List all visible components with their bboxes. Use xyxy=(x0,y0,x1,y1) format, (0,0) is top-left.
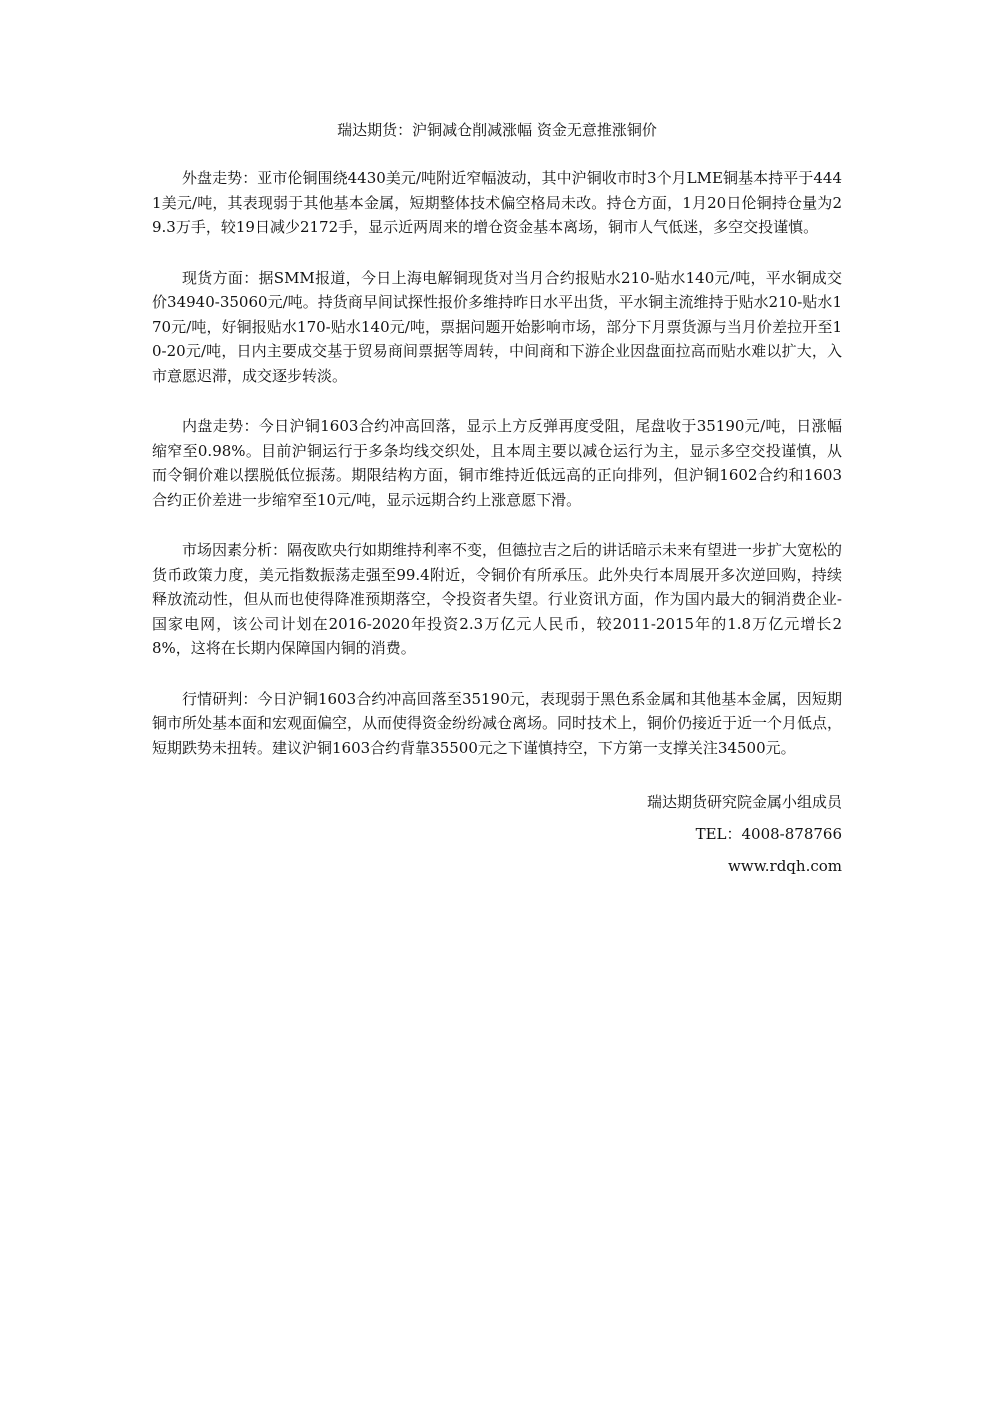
paragraph-market-factors: 市场因素分析：隔夜欧央行如期维持利率不变，但德拉吉之后的讲话暗示未来有望进一步扩大宽松的货币政策力度，美元指数振荡走强至99.4附近，令铜价有所承压。此外央行本周展开多次逆回购，持续释放流动性，但从而也使得降准预期落空，令投资者失望。行业资讯方面，作为国内最大的铜消费企业-国家电网，该公司计划在2016-2020年投资2.3万亿元人民币，较2011-2015年的1.8万亿元增长28%，这将在长期内保障国内铜的消费。 xyxy=(152,541,843,657)
document-body xyxy=(152,118,842,882)
paragraph-spot-market: 现货方面：据SMM报道，今日上海电解铜现货对当月合约报贴水210-贴水140元/吨，平水铜成交价34940-35060元/吨。持货商早间试探性报价多维持昨日水平出货，平水铜主流维持于贴水210-贴水170元/吨，好铜报贴水170-贴水140元/吨，票据问题开始影响市场，部分下月票货源与当月价差拉开至10-20元/吨，日内主要成交基于贸易商间票据等周转，中间商和下游企业因盘面拉高而贴水难以扩大，入市意愿迟滞，成交逐步转淡。 xyxy=(152,268,842,385)
signature-tel: TEL：4008-878766 xyxy=(695,825,842,843)
signature-block xyxy=(152,786,842,882)
signature-web: www.rdqh.com xyxy=(728,857,842,875)
paragraph-domestic-market: 内盘走势：今日沪铜1603合约冲高回落，显示上方反弹再度受阻，尾盘收于35190元/吨，日涨幅缩窄至0.98%。目前沪铜运行于多条均线交织处，且本周主要以减仓运行为主，显示多空交投谨慎，从而令铜价难以摆脱低位振荡。期限结构方面，铜市维持近低远高的正向排列，但沪铜1602合约和1603合约正价差进一步缩窄至10元/吨，显示远期合约上涨意愿下滑。 xyxy=(152,417,842,509)
signature-org: 瑞达期货研究院金属小组成员 xyxy=(646,793,842,811)
document-title: 瑞达期货：沪铜减仓削减涨幅 资金无意推涨铜价 xyxy=(337,121,657,139)
paragraph-outer-market: 外盘走势：亚市伦铜围绕4430美元/吨附近窄幅波动，其中沪铜收市时3个月LME铜基本持平于4441美元/吨，其表现弱于其他基本金属，短期整体技术偏空格局未改。持仓方面，1月20日伦铜持仓量为29.3万手，较19日减少2172手，显示近两周来的增仓资金基本离场，铜市人气低迷，多空交投谨慎。 xyxy=(152,169,842,236)
paragraph-outlook: 行情研判：今日沪铜1603合约冲高回落至35190元，表现弱于黑色系金属和其他基本金属，因短期铜市所处基本面和宏观面偏空，从而使得资金纷纷减仓离场。同时技术上，铜价仍接近于近一个月低点，短期跌势未扭转。建议沪铜1603合约背靠35500元之下谨慎持空，下方第一支撑关注34500元。 xyxy=(152,689,843,757)
